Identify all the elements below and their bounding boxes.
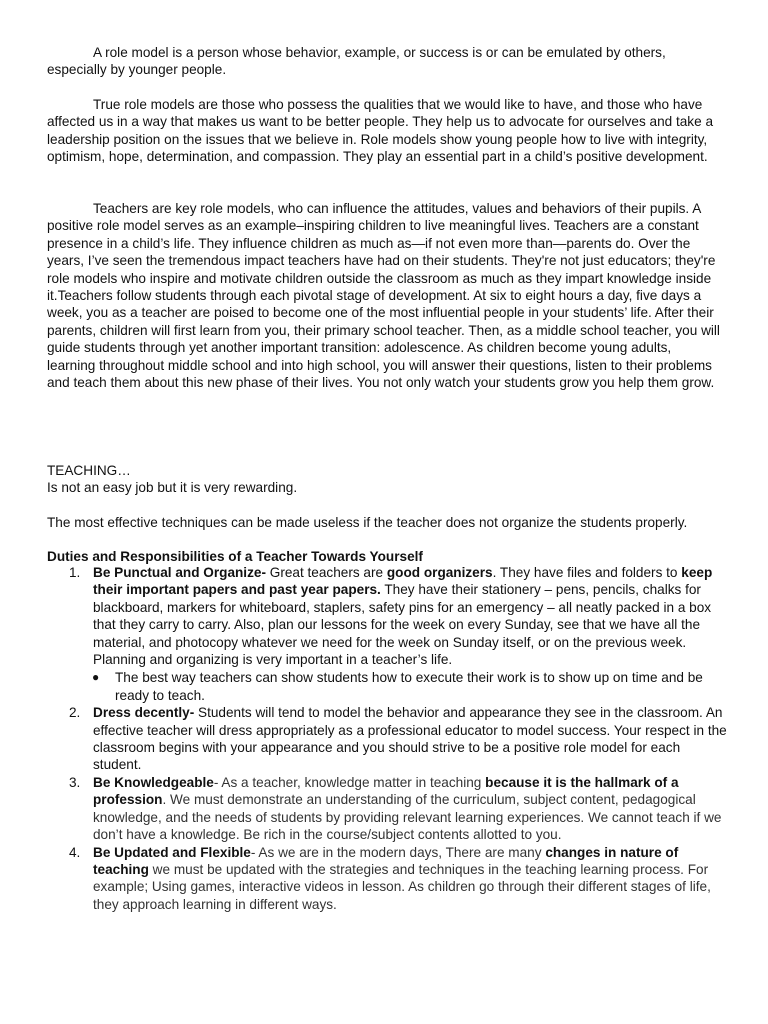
item-text: - As a teacher, knowledge matter in teaching (213, 774, 486, 790)
item-text: . They have files and folders to (492, 565, 682, 580)
effective-techniques-line: The most effective techniques can be made useless if the teacher does not organize the students properly. (47, 515, 688, 530)
bullet-text: The best way teachers can show students how to execute their work is to show up on time and be ready to teach. (115, 670, 703, 703)
bullet-icon: ● (92, 670, 100, 685)
item-bold-text: good organizers (386, 565, 493, 580)
item-text: Students will tend to model the behavior and appearance they see in the classroom. An effective teacher will dress appropriately as a professional educator to model success. Your respect in the classroom begins with your appearance and you should strive to be a positive role model for each student. (93, 705, 727, 773)
item-number: 3. (69, 774, 81, 790)
teaching-line: Is not an easy job but it is very rewarding. (47, 480, 298, 495)
teaching-heading: TEACHING… (47, 463, 131, 478)
item-text: - As we are in the modern days, There are many (250, 844, 546, 860)
duties-list (47, 564, 727, 913)
paragraph-role-model-definition: A role model is a person whose behavior, example, or success is or can be emulated by others, especially by younger people. (47, 45, 666, 78)
paragraph-true-role-models: True role models are those who possess the qualities that we would like to have, and those who have affected us in a way that makes us want to be better people. They help us to advocate for ourselves and take a leadership position on the issues that we believe in. Role models show young people how to live with integrity, optimism, hope, determination, and compassion. They play an essential part in a child’s positive development. (47, 97, 714, 165)
item-text: They have their stationery – pens, pencils, chalks for blackboard, markers for whiteboard, staplers, safety pins for an emergency – all neatly packed in a box that they carry to carry. Also, plan our lessons for the week on every Sunday, see that we have all the material, and photocopy whatever we need for the week on Sunday itself, or on the previous week. Planning and organizing is very important in a teacher’s life. (93, 582, 712, 668)
item-title: Be Punctual and Organize- (93, 565, 266, 580)
item-bold-text: because it is the hallmark of a profession (93, 774, 679, 808)
duty-item-4 (47, 844, 727, 914)
duties-heading: Duties and Responsibilities of a Teacher Towards Yourself (47, 549, 423, 564)
duty-item-2 (47, 704, 727, 774)
duty-item-3 (47, 774, 727, 844)
paragraph-teachers-role-models: Teachers are key role models, who can influence the attitudes, values and behaviors of their pupils. A positive role model serves as an example–inspiring children to live meaningful lives. Teachers are a constant presence in a child’s life. They influence children as much as—if not even more than—parents do. Over the years, I’ve seen the tremendous impact teachers have had on their students. They're not just educators; they're role models who inspire and motivate children outside the classroom as much as they impart knowledge inside it.Teachers follow students through each pivotal stage of development. At six to eight hours a day, five days a week, you as a teacher are poised to become one of the most influential people in your students’ life. After their parents, children will first learn from you, their primary school teacher. Then, as a middle school teacher, you will guide students through yet another important transition: adolescence. As children become young adults, learning throughout middle school and into high school, you will answer their questions, listen to their problems and teach them about this new phase of their lives. You not only watch your students grow you help them grow. (47, 201, 720, 391)
item-bold-text: changes in nature of teaching (93, 844, 679, 877)
item-text: Great teachers are (265, 565, 387, 580)
item-bold-text: keep their important papers and past year papers. (93, 565, 713, 598)
item-title: Dress decently- (93, 705, 195, 721)
item-number: 1. (69, 565, 81, 580)
item-number: 2. (69, 705, 81, 721)
item-number: 4. (69, 844, 81, 860)
item-title: Be Updated and Flexible (93, 844, 251, 860)
item-text: we must be updated with the strategies and techniques in the teaching learning process. For example; Using games, interactive videos in lesson. As children go through their different stages of life, they approach learning in different ways. (93, 861, 711, 912)
item-text: . We must demonstrate an understanding of the curriculum, subject content, pedagogical knowledge, and the needs of students by providing relevant learning experiences. We cannot teach if we don’t have a knowledge. Be rich in the course/subject contents allotted to you. (93, 792, 722, 843)
item-title: Be Knowledgeable (93, 774, 214, 790)
duty-item-1-bullet (47, 669, 727, 704)
duty-item-1 (47, 564, 727, 668)
